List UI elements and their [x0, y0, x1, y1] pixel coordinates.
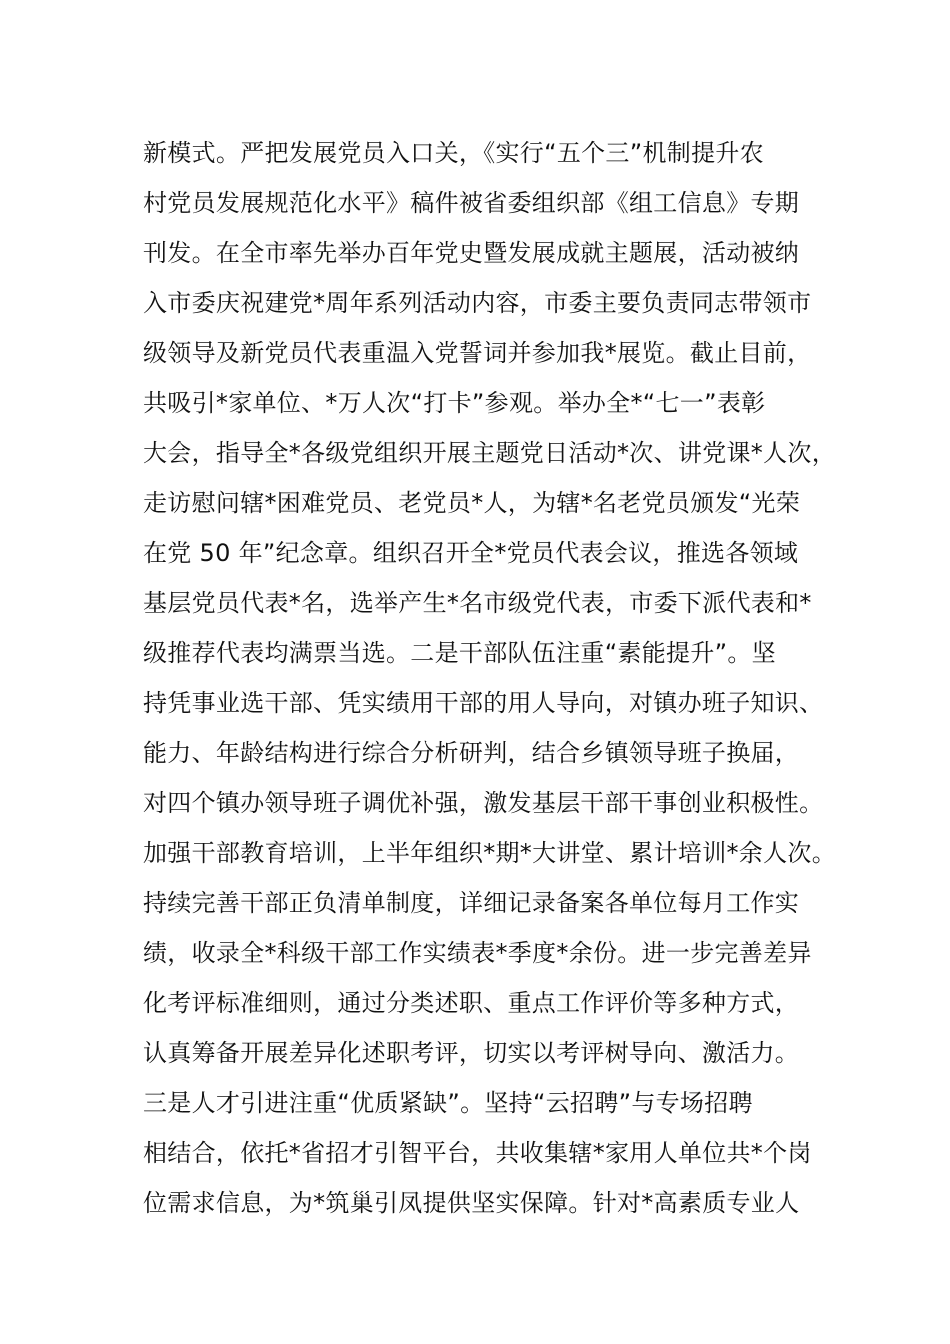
- text-line: 绩，收录全*科级干部工作实绩表*季度*余份。进一步完善差异: [143, 939, 812, 967]
- text-line: 三是人才引进注重“优质紧缺”。坚持“云招聘”与专场招聘: [143, 1089, 753, 1117]
- text-line: 持凭事业选干部、凭实绩用干部的用人导向，对镇办班子知识、: [143, 689, 824, 717]
- text-line: 村党员发展规范化水平》稿件被省委组织部《组工信息》专期: [143, 189, 800, 217]
- text-line: 对四个镇办领导班子调优补强，激发基层干部干事创业积极性。: [143, 789, 824, 817]
- text-line: 相结合，依托*省招才引智平台，共收集辖*家用人单位共*个岗: [143, 1139, 812, 1167]
- text-line: 共吸引*家单位、*万人次“打卡”参观。举办全*“七一”表彰: [143, 389, 766, 417]
- text-line: 能力、年龄结构进行综合分析研判，结合乡镇领导班子换届，: [143, 739, 800, 767]
- text-line: 大会，指导全*各级党组织开展主题党日活动*次、讲党课*人次，: [143, 439, 836, 467]
- text-line: 走访慰问辖*困难党员、老党员*人，为辖*名老党员颁发“光荣: [143, 489, 801, 517]
- text-line: 级推荐代表均满票当选。二是干部队伍注重“素能提升”。坚: [143, 639, 776, 667]
- text-line: 加强干部教育培训，上半年组织*期*大讲堂、累计培训*余人次。: [143, 839, 836, 867]
- body-paragraph: [143, 128, 836, 1228]
- text-line: 认真筹备开展差异化述职考评，切实以考评树导向、激活力。: [143, 1039, 800, 1067]
- text-line: 级领导及新党员代表重温入党誓词并参加我*展览。截止目前，: [143, 339, 812, 367]
- text-line: 位需求信息，为*筑巢引凤提供坚实保障。针对*高素质专业人: [143, 1189, 800, 1217]
- text-line: 化考评标准细则，通过分类述职、重点工作评价等多种方式，: [143, 989, 800, 1017]
- text-line: 入市委庆祝建党*周年系列活动内容，市委主要负责同志带领市: [143, 289, 812, 317]
- text-line: 在党 50 年”纪念章。组织召开全*党员代表会议，推选各领域: [143, 539, 799, 567]
- text-line: 基层党员代表*名，选举产生*名市级党代表，市委下派代表和*: [143, 589, 812, 617]
- text-line: 持续完善干部正负清单制度，详细记录备案各单位每月工作实: [143, 889, 800, 917]
- text-line: 新模式。严把发展党员入口关，《实行“五个三”机制提升农: [143, 139, 764, 167]
- text-line: 刊发。在全市率先举办百年党史暨发展成就主题展，活动被纳: [143, 239, 800, 267]
